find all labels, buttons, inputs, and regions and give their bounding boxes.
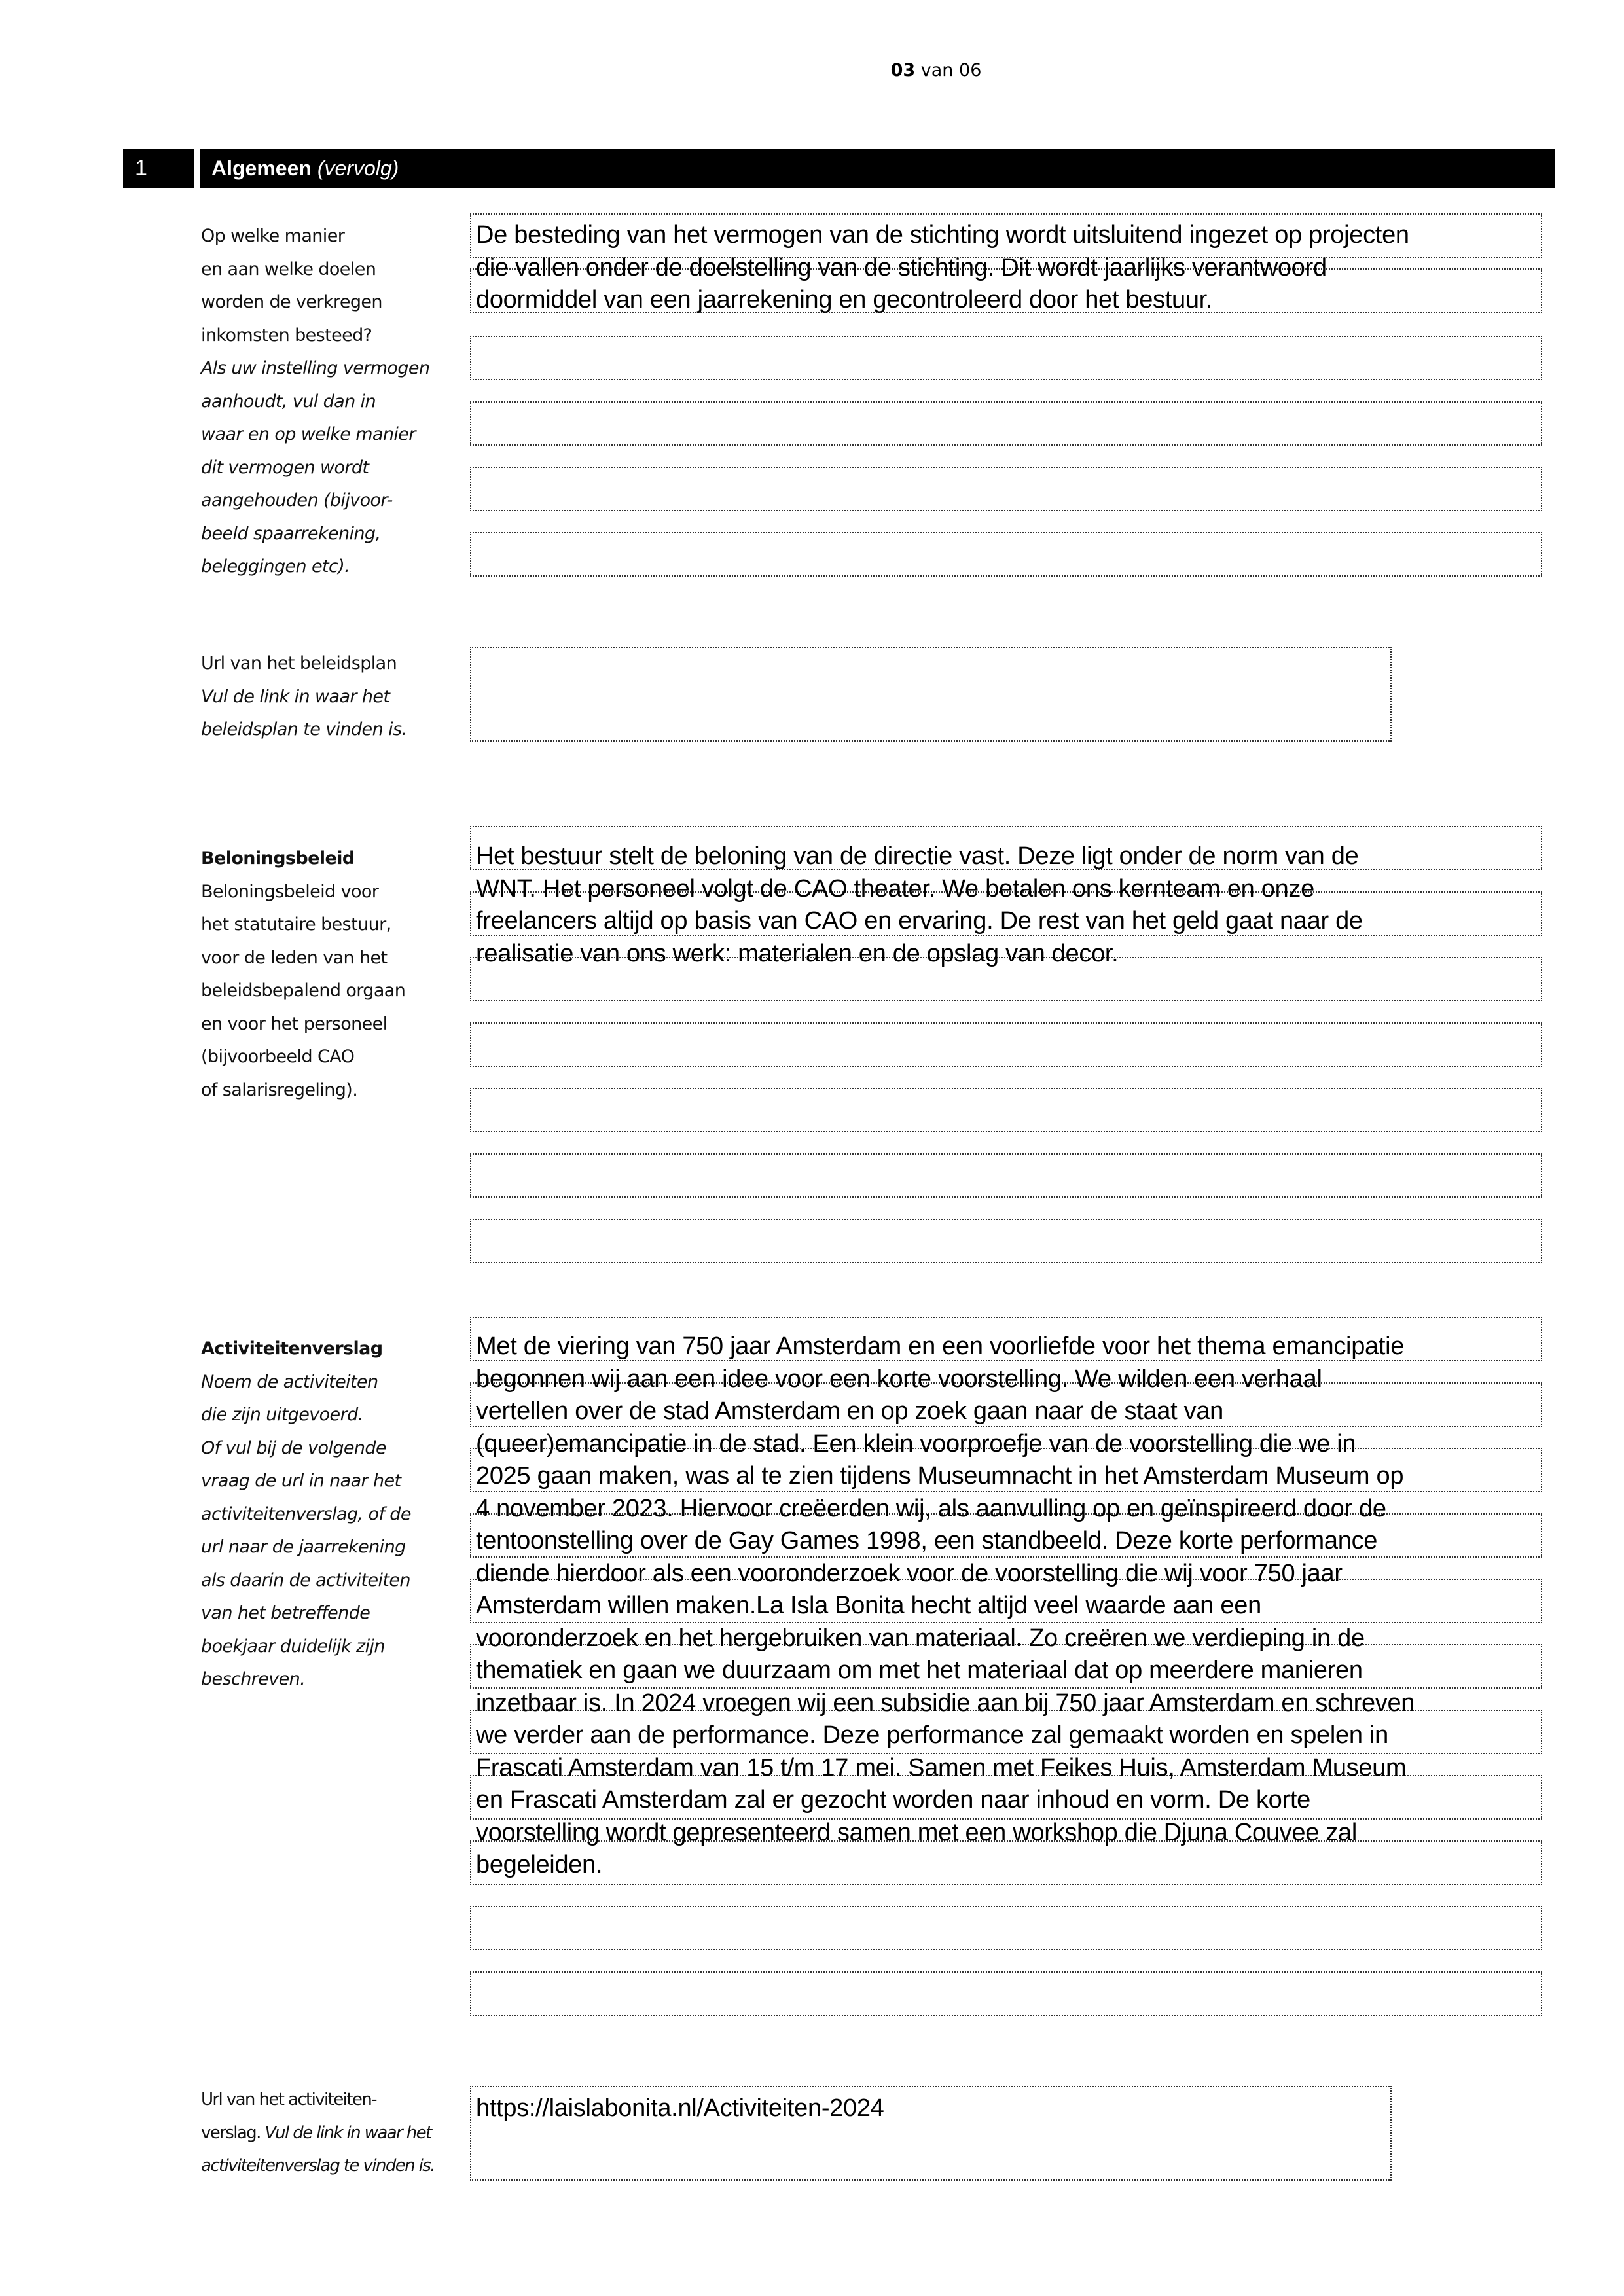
activiteitenverslag-url-input[interactable] bbox=[470, 2086, 1392, 2181]
label-line: en aan welke doelen bbox=[201, 259, 376, 279]
label-line: aangehouden (bijvoor- bbox=[201, 490, 393, 511]
answer-line: Met de viering van 750 jaar Amsterdam en een voorliefde voor het thema emancipatie bbox=[476, 1333, 1405, 1360]
label-line: Noem de activiteiten bbox=[201, 1371, 378, 1392]
label-line: Url van het beleidsplan bbox=[201, 653, 397, 673]
label-line: Beloningsbeleid bbox=[201, 848, 355, 869]
label-line: beleidsbepalend orgaan bbox=[201, 980, 406, 1001]
label-line: Op welke manier bbox=[201, 226, 345, 246]
label-line: van het betreffende bbox=[201, 1603, 370, 1623]
answer-line: die vallen onder de doelstelling van de stichting. Dit wordt jaarlijks verantwoord bbox=[476, 253, 1327, 281]
label-line: dit vermogen wordt bbox=[201, 457, 369, 478]
label-line: Of vul bij de volgende bbox=[201, 1437, 386, 1458]
label-line: Url van het activiteiten- bbox=[201, 2090, 376, 2109]
activiteitenverslag-label bbox=[201, 1333, 463, 1696]
besteding-answer[interactable] bbox=[476, 219, 1549, 317]
besteding-line-5[interactable] bbox=[470, 467, 1542, 511]
beleidsplan-url-label bbox=[201, 647, 463, 747]
label-line-normal: verslag. bbox=[201, 2123, 261, 2143]
answer-line: De besteding van het vermogen van de stichting wordt uitsluitend ingezet op projecten bbox=[476, 221, 1409, 249]
label-line: vraag de url in naar het bbox=[201, 1471, 401, 1491]
answer-line: en Frascati Amsterdam zal er gezocht worden naar inhoud en vorm. De korte bbox=[476, 1786, 1310, 1814]
activiteitenverslag-line-11[interactable] bbox=[470, 1971, 1542, 2016]
answer-line: we verder aan de performance. Deze performance zal gemaakt worden en spelen in bbox=[476, 1721, 1388, 1749]
answer-line: Amsterdam willen maken.La Isla Bonita hecht altijd veel waarde aan een bbox=[476, 1592, 1261, 1619]
answer-line: (queer)emancipatie in de stad. Een klein voorproefje van de voorstelling die we in bbox=[476, 1429, 1356, 1458]
answer-line: begonnen wij aan een idee voor een korte voorstelling. We wilden een verhaal bbox=[476, 1365, 1322, 1393]
activiteitenverslag-url-value: https://laislabonita.nl/Activiteiten-2024 bbox=[476, 2094, 884, 2122]
answer-line: tentoonstelling over de Gay Games 1998, een standbeeld. Deze korte performance bbox=[476, 1527, 1378, 1554]
label-line: (bijvoorbeeld CAO bbox=[201, 1047, 355, 1067]
section-subtitle: (vervolg) bbox=[317, 156, 399, 180]
label-line: Vul de link in waar het bbox=[201, 686, 390, 707]
label-line: inkomsten besteed? bbox=[201, 325, 372, 346]
label-line-italic: Vul de link in waar het bbox=[260, 2123, 431, 2143]
answer-line: 4 november 2023. Hiervoor creëerden wij, als aanvulling op en geïnspireerd door de bbox=[476, 1494, 1386, 1522]
beloningsbeleid-line-5[interactable] bbox=[470, 1088, 1542, 1132]
answer-line: WNT. Het personeel volgt de CAO theater. We betalen ons kernteam en onze bbox=[476, 874, 1314, 903]
label-line: url naar de jaarrekening bbox=[201, 1537, 406, 1557]
page-counter bbox=[0, 60, 1624, 81]
answer-line: thematiek en gaan we duurzaam om met het materiaal dat op meerdere manieren bbox=[476, 1657, 1363, 1684]
section-header bbox=[200, 149, 1555, 188]
answer-line: inzetbaar is. In 2024 vroegen wij een subsidie aan bij 750 jaar Amsterdam en schreven bbox=[476, 1689, 1415, 1717]
answer-line: Frascati Amsterdam van 15 t/m 17 mei. Samen met Feikes Huis, Amsterdam Museum bbox=[476, 1753, 1407, 1782]
label-line: beeld spaarrekening, bbox=[201, 523, 381, 544]
answer-line: diende hierdoor als een vooronderzoek voor de voorstelling die wij voor 750 jaar bbox=[476, 1559, 1343, 1587]
label-line: en voor het personeel bbox=[201, 1013, 388, 1034]
label-line: Als uw instelling vermogen bbox=[201, 358, 430, 378]
answer-line: 2025 gaan maken, was al te zien tijdens Museumnacht in het Amsterdam Museum op bbox=[476, 1462, 1404, 1490]
beleidsplan-url-input[interactable] bbox=[470, 647, 1392, 742]
label-line: als daarin de activiteiten bbox=[201, 1570, 410, 1590]
label-line: of salarisregeling). bbox=[201, 1079, 358, 1100]
label-line: activiteitenverslag, of de bbox=[201, 1503, 411, 1524]
besteding-line-6[interactable] bbox=[470, 532, 1542, 577]
beloningsbeleid-line-6[interactable] bbox=[470, 1153, 1542, 1198]
page-separator: van bbox=[920, 60, 954, 81]
beloningsbeleid-label bbox=[201, 842, 463, 1107]
label-line: die zijn uitgevoerd. bbox=[201, 1405, 363, 1425]
label-line bbox=[201, 2117, 463, 2150]
answer-line: begeleiden. bbox=[476, 1851, 603, 1878]
label-line: worden de verkregen bbox=[201, 292, 382, 312]
page-total: 06 bbox=[959, 60, 982, 81]
beloningsbeleid-answer[interactable] bbox=[476, 840, 1549, 970]
label-line: voor de leden van het bbox=[201, 947, 388, 968]
answer-line: vooronderzoek en het hergebruiken van materiaal. Zo creëren we verdieping in de bbox=[476, 1624, 1365, 1652]
answer-line: doormiddel van een jaarrekening en gecontroleerd door het bestuur. bbox=[476, 286, 1213, 314]
beloningsbeleid-line-7[interactable] bbox=[470, 1219, 1542, 1263]
section-number: 1 bbox=[123, 149, 194, 188]
activiteitenverslag-answer[interactable] bbox=[476, 1331, 1549, 1882]
label-line: Activiteitenverslag bbox=[201, 1338, 383, 1359]
label-line: activiteitenverslag te vinden is. bbox=[201, 2156, 435, 2176]
activiteitenverslag-line-10[interactable] bbox=[470, 1906, 1542, 1950]
answer-line: realisatie van ons werk: materialen en de opslag van decor. bbox=[476, 939, 1119, 967]
page-current: 03 bbox=[890, 60, 916, 81]
besteding-line-4[interactable] bbox=[470, 401, 1542, 446]
label-line: aanhoudt, vul dan in bbox=[201, 391, 376, 412]
label-line: Beloningsbeleid voor bbox=[201, 881, 379, 902]
besteding-label bbox=[201, 220, 463, 584]
section-title: Algemeen bbox=[211, 156, 312, 180]
answer-line: Het bestuur stelt de beloning van de directie vast. Deze ligt onder de norm van de bbox=[476, 842, 1359, 870]
activiteitenverslag-url-label bbox=[201, 2083, 463, 2183]
label-line: beleggingen etc). bbox=[201, 556, 350, 577]
beloningsbeleid-line-4[interactable] bbox=[470, 1022, 1542, 1067]
answer-line: vertellen over de stad Amsterdam en op zoek gaan naar de staat van bbox=[476, 1397, 1224, 1425]
label-line: waar en op welke manier bbox=[201, 424, 416, 444]
besteding-line-3[interactable] bbox=[470, 336, 1542, 380]
label-line: boekjaar duidelijk zijn bbox=[201, 1636, 385, 1657]
label-line: beleidsplan te vinden is. bbox=[201, 719, 407, 740]
answer-line: voorstelling wordt gepresenteerd samen met een workshop die Djuna Couvee zal bbox=[476, 1818, 1357, 1846]
answer-line: freelancers altijd op basis van CAO en ervaring. De rest van het geld gaat naar de bbox=[476, 907, 1363, 935]
label-line: het statutaire bestuur, bbox=[201, 914, 391, 935]
label-line: beschreven. bbox=[201, 1669, 306, 1689]
